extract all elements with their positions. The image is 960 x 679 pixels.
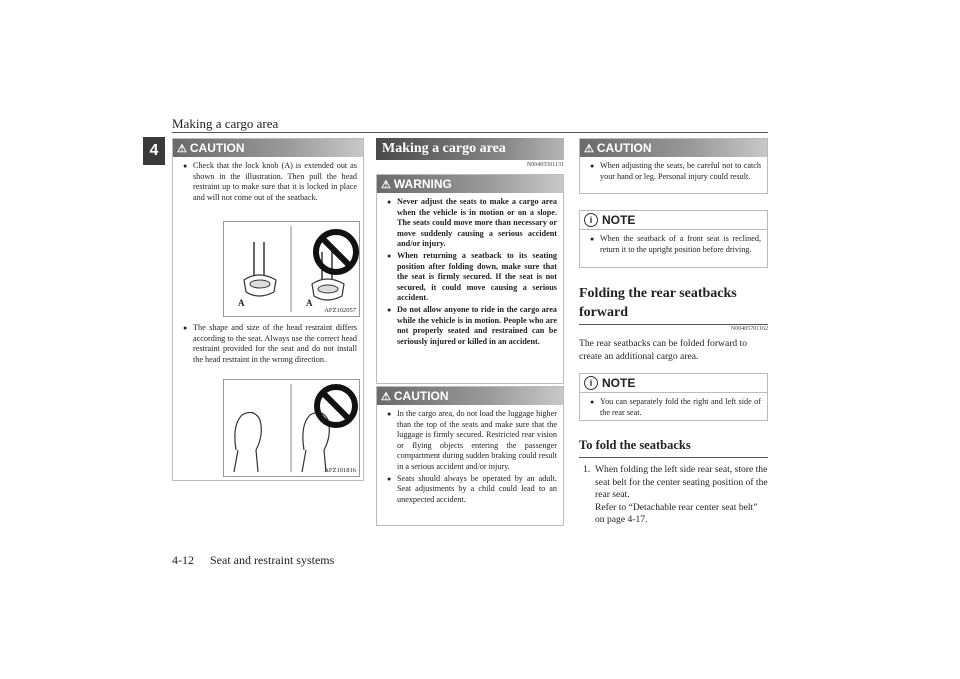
note-item: ● When the seatback of a front seat is reclined, return it to the upright position before driving. xyxy=(590,234,761,255)
note-box-recline xyxy=(579,210,768,268)
caution-header xyxy=(173,139,363,157)
note-title: NOTE xyxy=(602,376,636,390)
warning-box xyxy=(376,174,564,384)
caution-header xyxy=(377,387,563,405)
figure-code-2: AFZ101816 xyxy=(324,467,356,474)
note-header xyxy=(580,374,767,393)
head-restraint-direction-illustration xyxy=(223,379,360,477)
warning-item: ● Do not allow anyone to ride in the cargo area while the vehicle is in motion. People who are not properly seated and restrained can be seriously injured or killed in an accident. xyxy=(387,305,557,347)
label-a-left: A xyxy=(238,298,245,308)
intro-paragraph: The rear seatbacks can be folded forward to create an additional cargo area. xyxy=(579,338,748,362)
note-title: NOTE xyxy=(602,213,636,227)
caution-item: ● When adjusting the seats, be careful not to catch your hand or leg. Personal injury could result. xyxy=(590,161,761,182)
figure-code-1: AFZ102057 xyxy=(324,307,356,314)
chapter-tab: 4 xyxy=(143,137,165,165)
caution-title: CAUTION xyxy=(596,141,652,155)
heading-rule xyxy=(579,324,768,325)
section-title-bar xyxy=(376,138,564,160)
warning-item: ● When returning a seatback to its seating position after folding down, make sure that the seat is firmly secured. If the seat is not secured, it could move causing a serious accident. xyxy=(387,251,557,304)
caution-title: CAUTION xyxy=(189,141,245,155)
warning-triangle-icon: ⚠ xyxy=(381,390,391,403)
note-item: ● You can separately fold the right and left side of the rear seat. xyxy=(590,397,761,418)
caution-item: ● Seats should always be operated by an adult. Seat adjustments by a child could lead to an unexpected accident. xyxy=(387,474,557,506)
caution-item-lock-knob: ● Check that the lock knob (A) is extended out as shown in the illustration. Then pull the head restraint up to make sure that it is locked in place and will not come out of the seatback. xyxy=(183,161,357,203)
section-code: N00405501131 xyxy=(526,162,564,168)
warning-triangle-icon: ⚠ xyxy=(584,142,594,155)
heading-code: N00405701162 xyxy=(730,326,768,332)
caution-header xyxy=(580,139,767,157)
warning-header xyxy=(377,175,563,193)
caution-item-head-restraint-shape: ● The shape and size of the head restraint differs according to the seat. Always use the correct head restraint provided for the seat and do not install the head restraint in the wrong direction. xyxy=(183,323,357,365)
note-box-separate-fold xyxy=(579,373,768,421)
step-text: When folding the left side rear seat, store the seat belt for the center seating position of the rear seat. xyxy=(595,464,768,501)
note-info-icon: i xyxy=(584,213,598,227)
warning-triangle-icon: ⚠ xyxy=(381,178,391,191)
step-reference: Refer to “Detachable rear center seat belt” on page 4-17. xyxy=(595,501,758,526)
subheading-rule xyxy=(579,457,768,458)
caution-box-cargo xyxy=(376,386,564,526)
caution-box-adjusting xyxy=(579,138,768,194)
note-info-icon: i xyxy=(584,376,598,390)
section-title: Making a cargo area xyxy=(382,141,506,156)
label-a-right: A xyxy=(306,298,313,308)
step-number: 1. xyxy=(583,464,591,475)
footer-section: Seat and restraint systems xyxy=(210,553,335,567)
step-1 xyxy=(583,464,768,527)
caution-title: CAUTION xyxy=(393,389,449,403)
head-restraint-shape-icon xyxy=(224,380,359,476)
warning-title: WARNING xyxy=(393,177,452,191)
page-footer xyxy=(172,553,334,568)
warning-triangle-icon: ⚠ xyxy=(177,142,187,155)
caution-box-head-restraint xyxy=(172,138,364,481)
subheading-to-fold: To fold the seatbacks xyxy=(579,438,691,452)
section-heading-folding: Folding the rear seatbacks forward xyxy=(579,286,737,320)
head-restraint-lock-illustration xyxy=(223,221,360,317)
warning-item: ● Never adjust the seats to make a cargo area when the vehicle is in motion or on a slope. The seats could move more than necessary or move suddenly causing a serious accident and/or injury. xyxy=(387,197,557,250)
note-header xyxy=(580,211,767,230)
page-number: 4-12 xyxy=(172,553,194,567)
caution-item: ● In the cargo area, do not load the luggage higher than the top of the seats and make sure that the luggage is firmly secured. Restricted rear vision or flying objects entering the passenger compartment during sudden braking could result in a serious accident and/or injury. xyxy=(387,409,557,473)
page-header-title: Making a cargo area xyxy=(172,116,279,131)
header-rule xyxy=(172,132,768,133)
